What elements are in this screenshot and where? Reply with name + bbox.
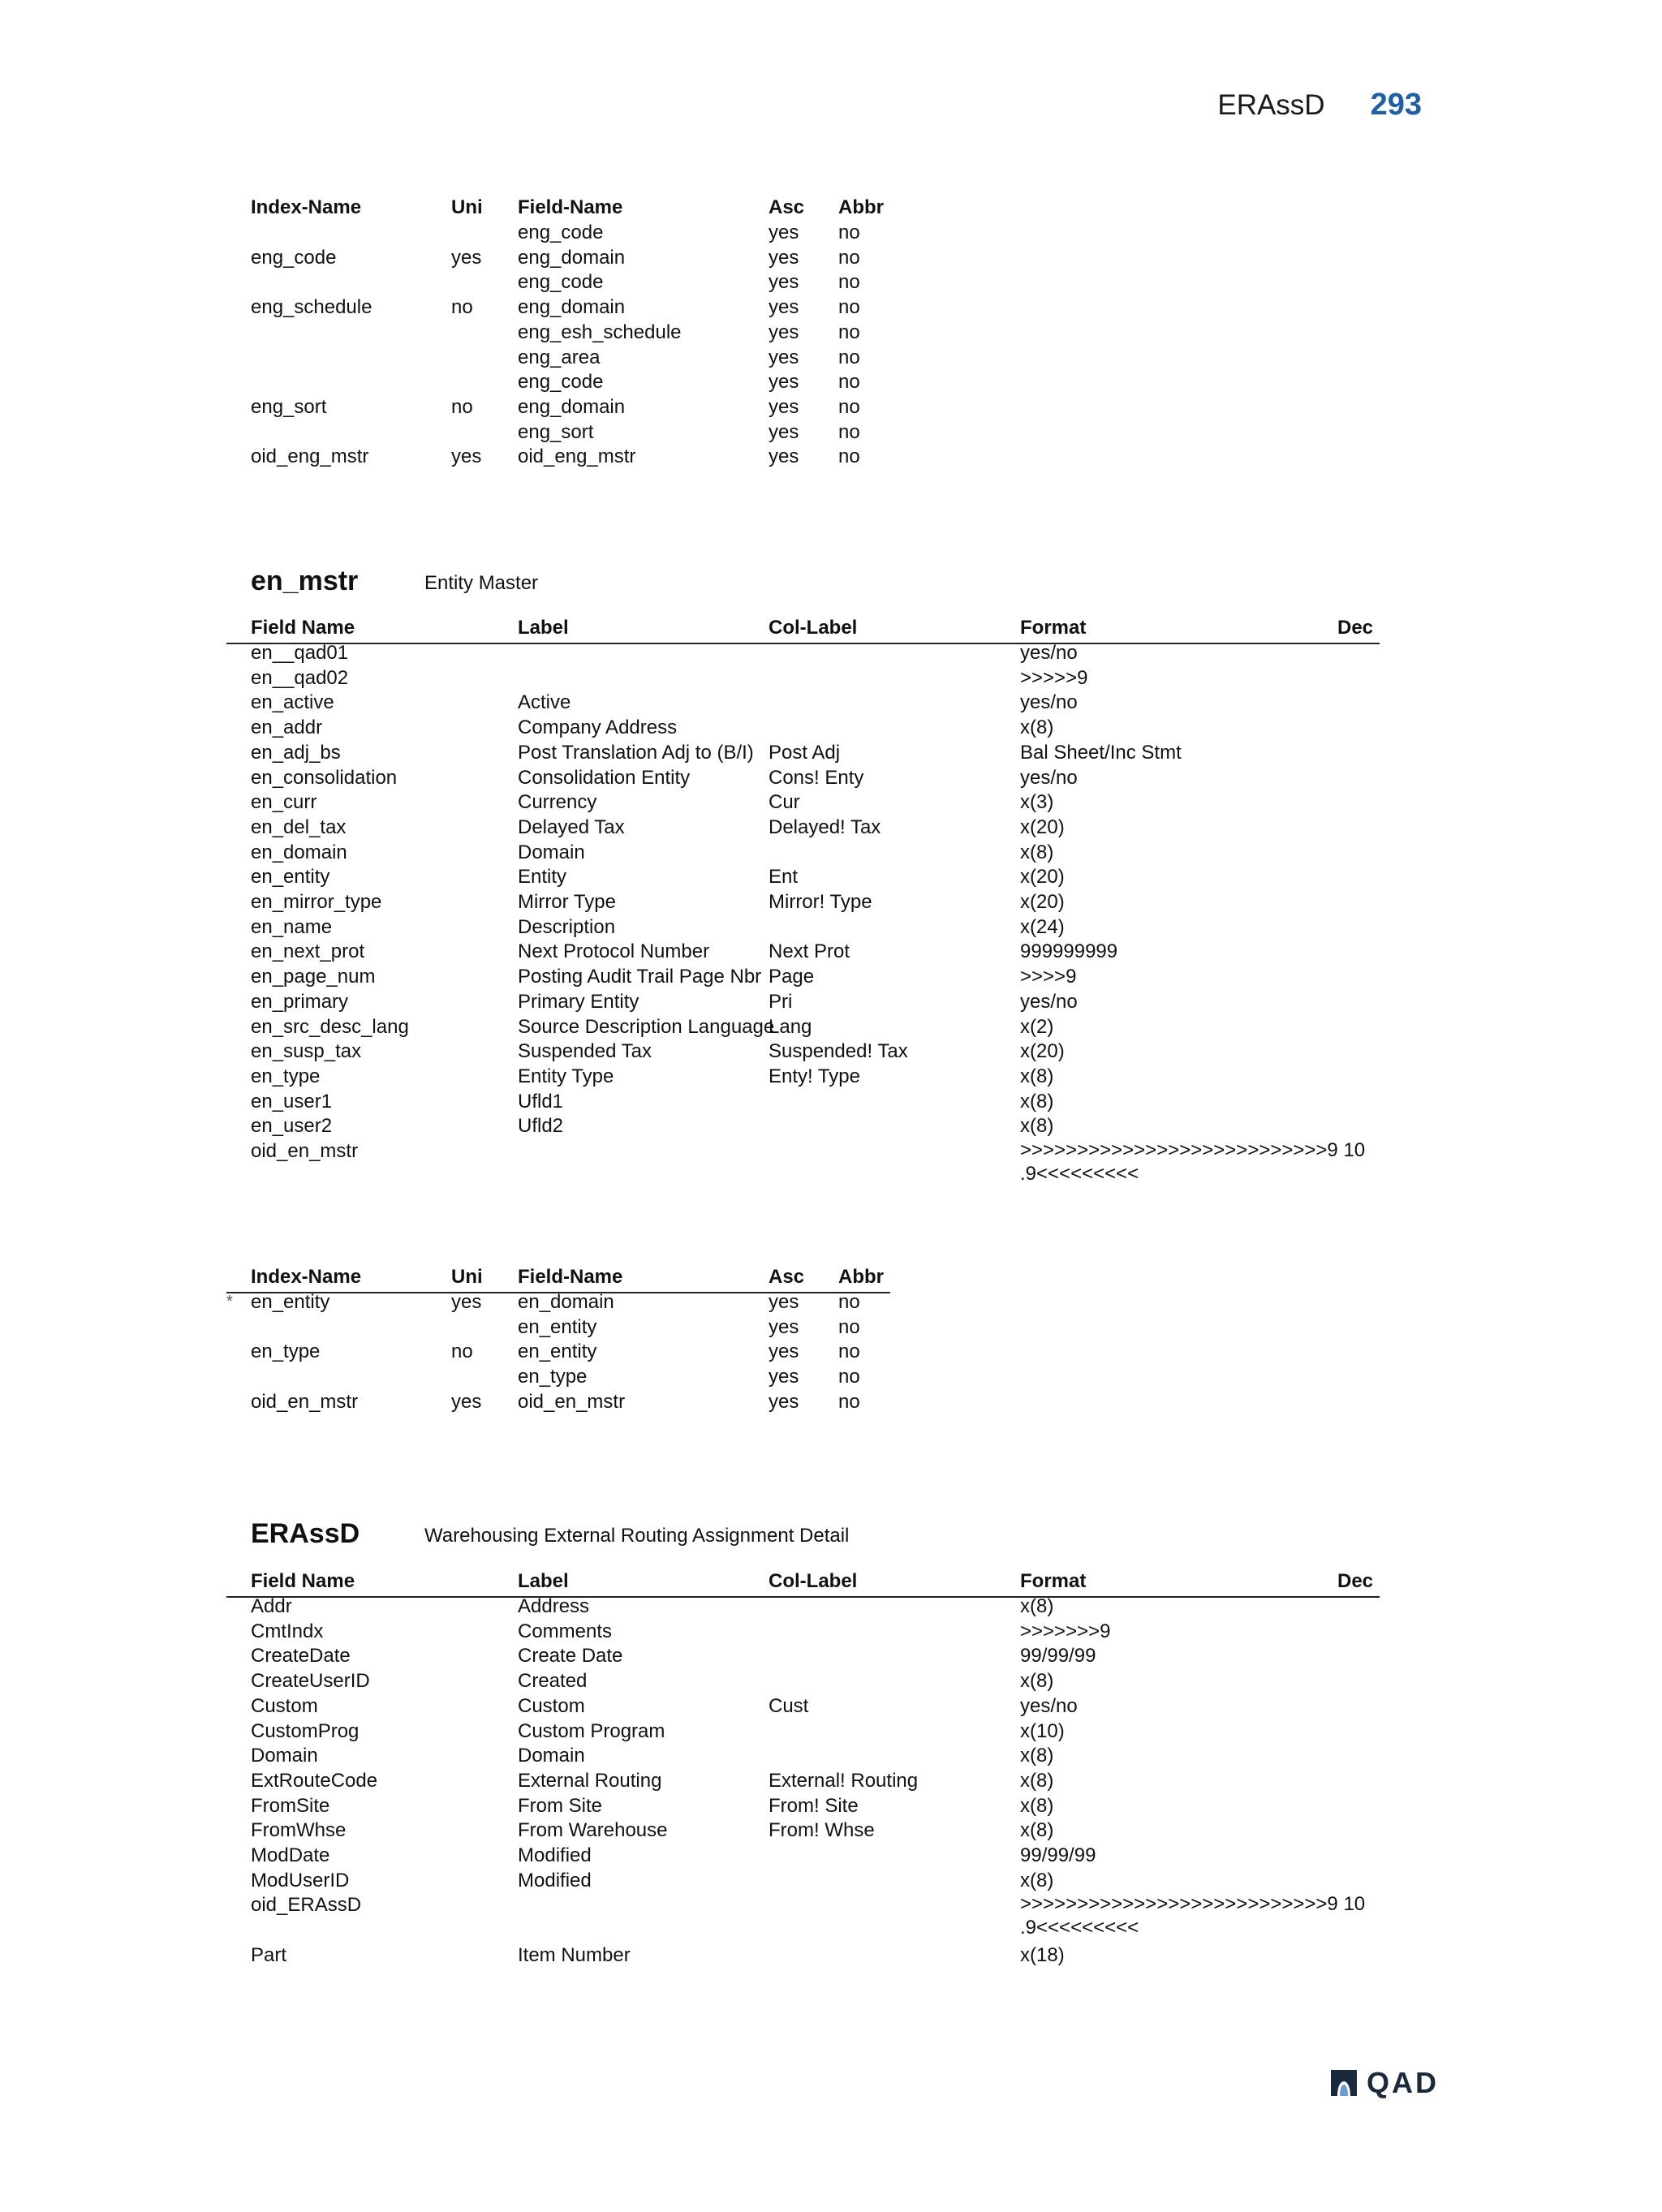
format-cell: x(20) [1020,891,1065,913]
index-name-cell: eng_code [251,246,337,269]
field-name-cell: Custom [251,1694,318,1717]
field-name-cell: en__qad01 [251,642,349,664]
index-name-cell: oid_en_mstr [251,1390,359,1413]
label-cell: Ufld2 [518,1115,564,1138]
abbr-cell: no [838,1390,860,1413]
field-name-cell: eng_domain [518,246,626,269]
field-name-cell: en_page_num [251,966,376,988]
abbr-cell: no [838,1291,860,1313]
field-name-cell: eng_code [518,371,604,394]
format-cell: x(20) [1020,866,1065,889]
format-cell: x(8) [1020,1595,1054,1617]
index-name-cell: en_entity [251,1291,330,1313]
format-cell: >>>>>>>>>>>>>>>>>>>>>>>>>>>9 10 .9<<<<<<<<< [1020,1139,1366,1185]
field-row [0,665,1662,691]
label-cell: From Warehouse [518,1819,668,1842]
format-cell: x(8) [1020,1090,1054,1112]
field-row [0,964,1662,989]
col-label-cell: Cur [769,791,800,814]
field-name-cell: en_consolidation [251,766,398,789]
col-label-cell: Enty! Type [769,1065,860,1087]
label-cell: Modified [518,1869,592,1891]
field-name-cell: ModDate [251,1844,330,1866]
format-cell: x(8) [1020,841,1054,863]
field-row [0,1089,1662,1114]
table-description: Entity Master [424,572,539,594]
field-name-cell: eng_esh_schedule [518,321,682,343]
index-row [0,1339,1662,1364]
col-label-cell: Delayed! Tax [769,816,881,838]
label-cell: Source Description Language [518,1015,775,1038]
col-format: Format [1020,617,1087,639]
field-name-cell: en_susp_tax [251,1040,362,1063]
col-field-name: Field-Name [518,1266,623,1288]
index-table-header [0,1264,1662,1289]
primary-index-marker: * [226,1293,233,1310]
field-name-cell: en_active [251,691,334,714]
field-row [0,1892,1662,1943]
field-row [0,715,1662,740]
field-row [0,1594,1662,1619]
col-dec: Dec [1337,617,1374,639]
format-cell: x(24) [1020,915,1065,938]
field-row [0,1868,1662,1893]
field-row [0,1113,1662,1138]
field-row [0,1793,1662,1818]
field-name-cell: en_next_prot [251,940,365,963]
format-cell: x(18) [1020,1943,1065,1966]
label-cell: Created [518,1670,588,1693]
field-row [0,1039,1662,1064]
col-field-name: Field-Name [518,196,623,218]
index-row [0,345,1662,370]
index-row [0,1315,1662,1340]
format-cell: x(3) [1020,791,1054,814]
field-name-cell: en_entity [518,1315,597,1338]
field-name-cell: eng_code [518,222,604,243]
asc-cell: yes [769,420,799,443]
label-cell: Ufld1 [518,1090,564,1112]
field-name-cell: oid_eng_mstr [518,445,636,468]
field-row [0,1693,1662,1719]
format-cell: >>>>>9 [1020,666,1088,689]
field-name-cell: en_entity [518,1341,597,1363]
field-row [0,1064,1662,1089]
field-row [0,989,1662,1014]
asc-cell: yes [769,346,799,368]
col-index-name: Index-Name [251,1266,362,1288]
field-row [0,1643,1662,1668]
col-label-cell: Pri [769,990,793,1013]
abbr-cell: no [838,271,860,294]
label-cell: Active [518,691,571,714]
label-cell: Consolidation Entity [518,766,691,789]
field-name-cell: Part [251,1943,287,1966]
index-row [0,320,1662,345]
field-row [0,1943,1662,1968]
field-row [0,1668,1662,1693]
abbr-cell: no [838,222,860,243]
field-name-cell: FromSite [251,1794,330,1817]
abbr-cell: no [838,321,860,343]
label-cell: External Routing [518,1769,662,1792]
asc-cell: yes [769,371,799,394]
col-uni: Uni [451,196,483,218]
asc-cell: yes [769,321,799,343]
field-name-cell: eng_domain [518,395,626,418]
format-cell: x(8) [1020,1670,1054,1693]
table-description: Warehousing External Routing Assignment Detail [424,1525,850,1547]
field-name-cell: ExtRouteCode [251,1769,378,1792]
field-name-cell: en_del_tax [251,816,347,838]
field-name-cell: FromWhse [251,1819,347,1842]
field-name-cell: eng_sort [518,420,594,443]
field-row [0,840,1662,865]
field-row [0,939,1662,964]
table-name: en_mstr [251,566,359,596]
field-name-cell: en_domain [518,1291,614,1313]
index-row [0,444,1662,469]
field-row [0,740,1662,765]
index-row [0,1389,1662,1414]
label-cell: Posting Audit Trail Page Nbr [518,966,762,988]
format-cell: x(2) [1020,1015,1054,1038]
format-cell: x(8) [1020,1769,1054,1792]
col-abbr: Abbr [838,196,884,218]
label-cell: Create Date [518,1645,623,1668]
page-number: 293 [1370,88,1422,122]
asc-cell: yes [769,1341,799,1363]
format-cell: Bal Sheet/Inc Stmt [1020,741,1182,764]
field-name-cell: en_type [518,1366,588,1388]
page-header [1217,88,1422,133]
label-cell: Company Address [518,717,678,739]
format-cell: x(8) [1020,1869,1054,1891]
asc-cell: yes [769,1366,799,1388]
uni-cell: no [451,296,473,319]
field-name-cell: CreateDate [251,1645,351,1668]
format-cell: yes/no [1020,691,1078,714]
index-row [0,369,1662,394]
field-name-cell: en_domain [251,841,347,863]
uni-cell: no [451,395,473,418]
col-index-name: Index-Name [251,196,362,218]
index-row [0,269,1662,295]
format-cell: x(20) [1020,1040,1065,1063]
abbr-cell: no [838,445,860,468]
table-name: ERAssD [251,1518,360,1549]
label-cell: Next Protocol Number [518,940,710,963]
field-name-cell: en_primary [251,990,349,1013]
field-name-cell: ModUserID [251,1869,350,1891]
format-cell: x(10) [1020,1719,1065,1742]
abbr-cell: no [838,296,860,319]
field-name-cell: eng_area [518,346,601,368]
col-label-cell: Suspended! Tax [769,1040,908,1063]
col-label-cell: Post Adj [769,741,841,764]
field-row [0,1619,1662,1644]
field-row [0,1138,1662,1189]
index-name-cell: eng_schedule [251,296,372,319]
field-row [0,690,1662,715]
label-cell: Item Number [518,1943,631,1966]
label-cell: From Site [518,1794,603,1817]
col-label-cell: Page [769,966,815,988]
field-name-cell: en_name [251,915,333,938]
index-name-cell: oid_eng_mstr [251,445,369,468]
label-cell: Primary Entity [518,990,639,1013]
col-asc: Asc [769,196,805,218]
field-row [0,790,1662,815]
uni-cell: yes [451,1390,482,1413]
field-name-cell: Addr [251,1595,292,1617]
format-cell: x(20) [1020,816,1065,838]
field-table-header [0,615,1662,640]
field-name-cell: en_type [251,1065,321,1087]
format-cell: yes/no [1020,990,1078,1013]
col-col-label: Col-Label [769,617,858,639]
label-cell: Modified [518,1844,592,1866]
index-row [0,394,1662,420]
field-name-cell: en_adj_bs [251,741,341,764]
field-name-cell: oid_en_mstr [518,1390,626,1413]
abbr-cell: no [838,346,860,368]
label-cell: Domain [518,1745,585,1767]
field-row [0,815,1662,840]
format-cell: x(8) [1020,1745,1054,1767]
col-field-name: Field Name [251,617,355,639]
field-name-cell: en_curr [251,791,317,814]
col-label: Label [518,1570,569,1592]
label-cell: Mirror Type [518,891,616,913]
abbr-cell: no [838,1315,860,1338]
field-name-cell: en_mirror_type [251,891,382,913]
label-cell: Comments [518,1620,613,1642]
field-row [0,889,1662,914]
label-cell: Entity Type [518,1065,614,1087]
field-row [0,1768,1662,1793]
index-name-cell: en_type [251,1341,321,1363]
uni-cell: yes [451,1291,482,1313]
col-asc: Asc [769,1266,805,1288]
abbr-cell: no [838,1366,860,1388]
index-table-header [0,195,1662,220]
label-cell: Currency [518,791,597,814]
col-dec: Dec [1337,1570,1374,1592]
section-title: ERAssD [1217,89,1325,121]
field-name-cell: CustomProg [251,1719,360,1742]
index-row [0,295,1662,320]
field-name-cell: en_src_desc_lang [251,1015,409,1038]
col-label-cell: From! Site [769,1794,859,1817]
field-name-cell: eng_domain [518,296,626,319]
label-cell: Domain [518,841,585,863]
col-label-cell: Mirror! Type [769,891,872,913]
col-label-cell: Cust [769,1694,809,1717]
col-label-cell: Cons! Enty [769,766,864,789]
col-uni: Uni [451,1266,483,1288]
field-row [0,914,1662,940]
format-cell: x(8) [1020,1065,1054,1087]
field-name-cell: eng_code [518,271,604,294]
field-row [0,640,1662,665]
index-row [0,1289,1662,1315]
abbr-cell: no [838,246,860,269]
format-cell: x(8) [1020,1794,1054,1817]
qad-logo-mark-icon [1328,2068,1360,2098]
col-label-cell: Lang [769,1015,812,1038]
col-label: Label [518,617,569,639]
field-name-cell: en__qad02 [251,666,349,689]
index-row [0,420,1662,445]
format-cell: x(8) [1020,717,1054,739]
label-cell: Delayed Tax [518,816,625,838]
field-name-cell: Domain [251,1745,318,1767]
format-cell: 99/99/99 [1020,1645,1096,1668]
field-row [0,1843,1662,1868]
col-col-label: Col-Label [769,1570,858,1592]
format-cell: 99/99/99 [1020,1844,1096,1866]
label-cell: Custom Program [518,1719,665,1742]
asc-cell: yes [769,246,799,269]
label-cell: Suspended Tax [518,1040,652,1063]
index-row [0,1364,1662,1389]
index-row [0,220,1662,245]
format-cell: >>>>>>>>>>>>>>>>>>>>>>>>>>>9 10 .9<<<<<<<<< [1020,1893,1366,1939]
asc-cell: yes [769,1291,799,1313]
asc-cell: yes [769,445,799,468]
uni-cell: no [451,1341,473,1363]
field-name-cell: CmtIndx [251,1620,324,1642]
field-name-cell: en_user1 [251,1090,333,1112]
format-cell: 999999999 [1020,940,1118,963]
field-name-cell: oid_en_mstr [251,1140,359,1162]
format-cell: x(8) [1020,1819,1054,1842]
asc-cell: yes [769,296,799,319]
format-cell: yes/no [1020,1694,1078,1717]
field-table-header [0,1569,1662,1594]
index-row [0,245,1662,270]
col-label-cell: From! Whse [769,1819,875,1842]
col-label-cell: Ent [769,866,799,889]
label-cell: Custom [518,1694,585,1717]
index-name-cell: eng_sort [251,395,327,418]
field-row [0,864,1662,889]
label-cell: Address [518,1595,590,1617]
format-cell: yes/no [1020,766,1078,789]
field-row [0,765,1662,790]
format-cell: >>>>9 [1020,966,1077,988]
col-field-name: Field Name [251,1570,355,1592]
asc-cell: yes [769,1315,799,1338]
abbr-cell: no [838,395,860,418]
abbr-cell: no [838,420,860,443]
uni-cell: yes [451,246,482,269]
format-cell: x(8) [1020,1115,1054,1138]
field-name-cell: en_addr [251,717,323,739]
qad-logo [1328,2066,1439,2100]
col-format: Format [1020,1570,1087,1592]
field-name-cell: en_user2 [251,1115,333,1138]
col-label-cell: Next Prot [769,940,850,963]
format-cell: yes/no [1020,642,1078,664]
field-name-cell: CreateUserID [251,1670,370,1693]
field-name-cell: oid_ERAssD [251,1894,362,1917]
label-cell: Entity [518,866,567,889]
field-row [0,1014,1662,1039]
col-abbr: Abbr [838,1266,884,1288]
asc-cell: yes [769,271,799,294]
asc-cell: yes [769,1390,799,1413]
asc-cell: yes [769,395,799,418]
field-row [0,1743,1662,1768]
uni-cell: yes [451,445,482,468]
label-cell: Post Translation Adj to (B/I) [518,741,754,764]
asc-cell: yes [769,222,799,243]
format-cell: >>>>>>>9 [1020,1620,1111,1642]
abbr-cell: no [838,1341,860,1363]
field-row [0,1719,1662,1744]
field-name-cell: en_entity [251,866,330,889]
qad-logo-text: QAD [1367,2066,1439,2099]
abbr-cell: no [838,371,860,394]
label-cell: Description [518,915,616,938]
field-row [0,1818,1662,1843]
col-label-cell: External! Routing [769,1769,919,1792]
